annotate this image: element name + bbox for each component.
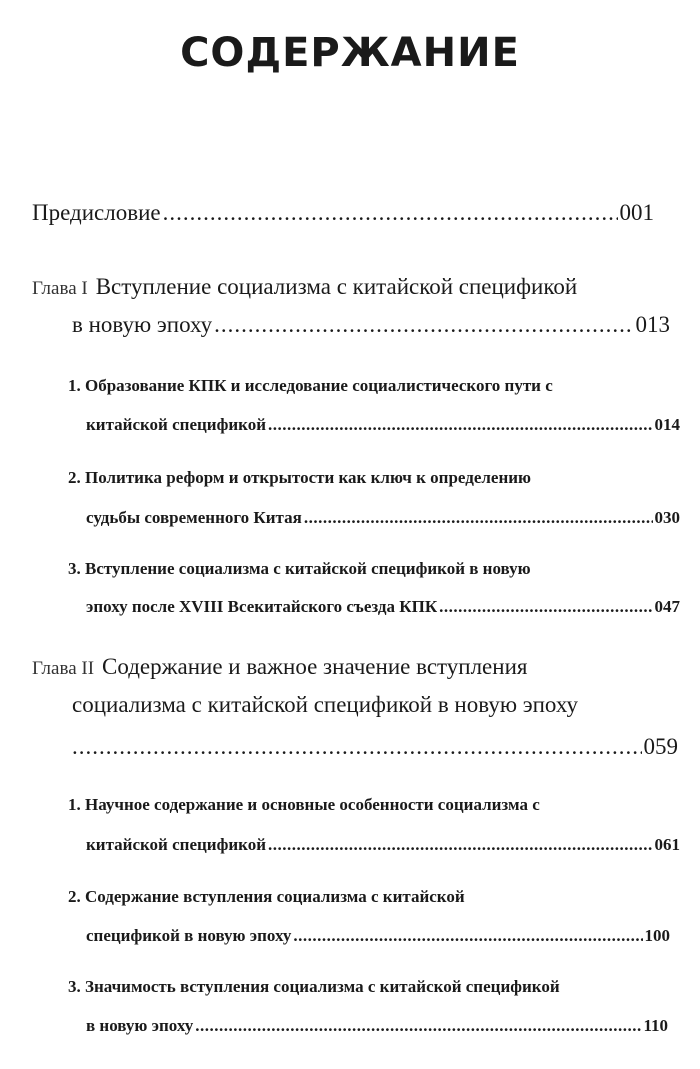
chapter-heading-line1 — [32, 274, 577, 300]
section-line2 — [86, 508, 680, 528]
section-title-line2: спецификой в новую эпоху — [86, 926, 292, 945]
section-title-line2: китайской спецификой — [86, 415, 267, 434]
section-line2 — [86, 835, 680, 855]
chapter-number: Глава I — [32, 278, 88, 299]
toc-page-number: 059 — [643, 734, 678, 759]
toc-page-number: 013 — [635, 312, 670, 337]
chapter-page-line — [72, 734, 678, 760]
leader-dots — [163, 200, 618, 226]
leader-dots — [195, 1016, 641, 1036]
chapter-number: Глава II — [32, 658, 95, 679]
chapter-title-line2: социализма с китайской спецификой в новую эпоху — [72, 692, 578, 717]
leader-dots — [214, 312, 633, 338]
section-line1 — [68, 559, 531, 579]
chapter-heading-line2 — [72, 312, 670, 338]
section-title-line2: китайской спецификой — [86, 835, 267, 854]
section-line2 — [86, 926, 670, 946]
section-line2 — [86, 597, 680, 617]
section-title-line2: эпоху после XVIII Всекитайского съезда КПК — [86, 597, 438, 616]
chapter-title-line1: Вступление социализма с китайской спецификой — [95, 274, 578, 299]
section-line2 — [86, 1016, 668, 1036]
leader-dots — [293, 926, 642, 946]
section-title-line1: 1. Образование КПК и исследование социалистического пути с — [68, 376, 553, 395]
toc-page-number: 061 — [654, 835, 680, 854]
toc-page-number: 100 — [644, 926, 670, 945]
section-line1 — [68, 977, 560, 997]
toc-page-number: 014 — [654, 415, 680, 434]
chapter-heading-line1 — [32, 654, 527, 680]
section-title-line2: в новую эпоху — [86, 1016, 194, 1035]
toc-page-number: 110 — [643, 1016, 668, 1035]
section-title-line1: 1. Научное содержание и основные особенности социализма с — [68, 795, 540, 814]
chapter-title-line2: в новую эпоху — [72, 312, 213, 337]
toc-page-number: 030 — [654, 508, 680, 527]
section-title-line2: судьбы современного Китая — [86, 508, 302, 527]
toc-entry-preface — [32, 200, 654, 226]
section-line1 — [68, 887, 465, 907]
toc-entry-label: Предисловие — [32, 200, 161, 225]
toc-page-number: 001 — [619, 200, 654, 225]
chapter-heading-line2 — [72, 692, 578, 718]
leader-dots — [304, 508, 653, 528]
section-line2 — [86, 415, 680, 435]
section-title-line1: 2. Содержание вступления социализма с китайской — [68, 887, 465, 906]
toc-page-number: 047 — [654, 597, 680, 616]
leader-dots — [268, 835, 652, 855]
section-title-line1: 2. Политика реформ и открытости как ключ к определению — [68, 468, 532, 487]
section-title-line1: 3. Значимость вступления социализма с китайской спецификой — [68, 977, 560, 996]
page-title: СОДЕРЖАНИЕ — [180, 30, 520, 76]
leader-dots — [268, 415, 652, 435]
section-line1 — [68, 376, 553, 396]
chapter-title-line1: Содержание и важное значение вступления — [102, 654, 528, 679]
leader-dots — [72, 734, 642, 760]
section-title-line1: 3. Вступление социализма с китайской спецификой в новую — [68, 559, 531, 578]
section-line1 — [68, 795, 540, 815]
leader-dots — [439, 597, 652, 617]
section-line1 — [68, 468, 531, 488]
